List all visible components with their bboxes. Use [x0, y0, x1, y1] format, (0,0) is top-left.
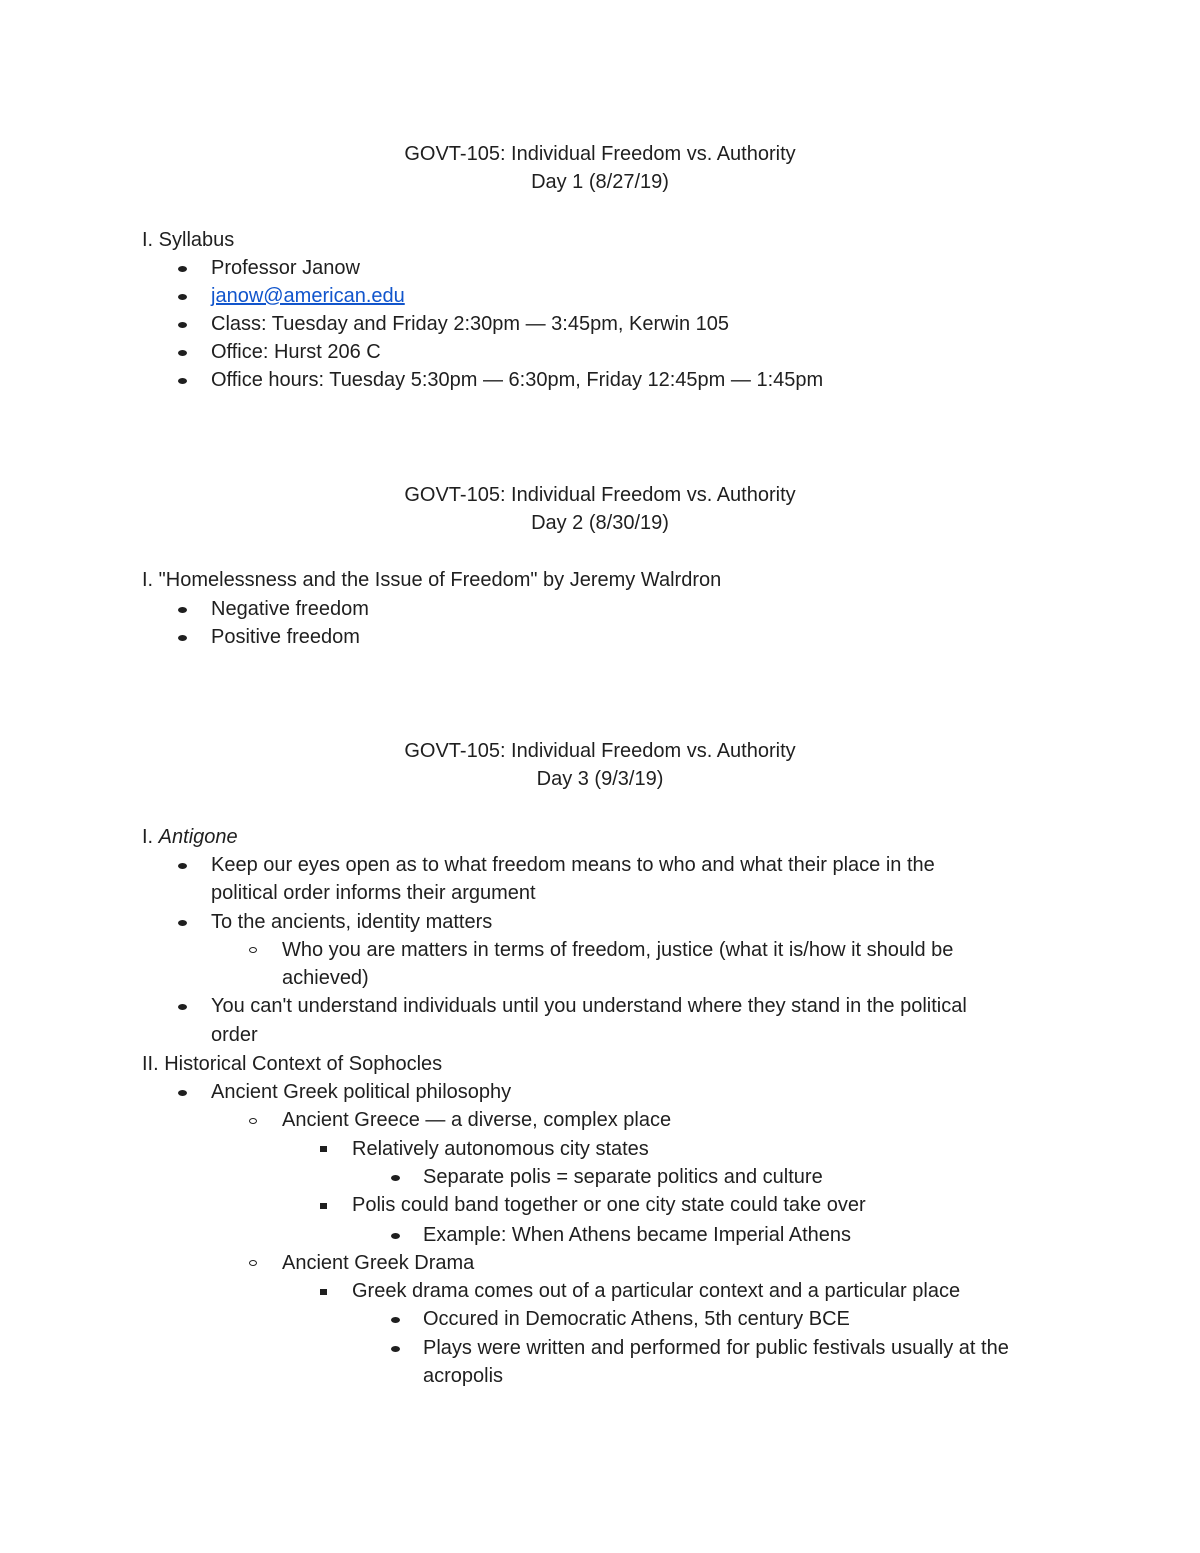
list-item-continuation: political order informs their argument — [211, 882, 536, 904]
sub-list-item: Ancient Greece — a diverse, complex place — [282, 1109, 672, 1131]
bullet-icon — [178, 378, 187, 384]
day2-title: GOVT-105: Individual Freedom vs. Authority — [404, 484, 796, 506]
day3-title: GOVT-105: Individual Freedom vs. Authority — [404, 740, 796, 762]
list-item: Office: Hurst 206 C — [211, 341, 381, 363]
bullet-icon — [178, 920, 187, 926]
sub-list-item-continuation: achieved) — [282, 967, 369, 989]
day1-section-heading: I. Syllabus — [142, 229, 235, 251]
bullet-icon — [391, 1175, 400, 1181]
day3-section-heading — [142, 823, 238, 851]
list-item: Office hours: Tuesday 5:30pm — 6:30pm, Friday 12:45pm — 1:45pm — [211, 369, 824, 391]
email-link-item — [211, 282, 405, 310]
bullet-icon — [178, 266, 187, 272]
square-bullet-icon — [320, 1289, 327, 1295]
list-item: Keep our eyes open as to what freedom means to who and what their place in the — [211, 854, 935, 876]
day2-date: Day 2 (8/30/19) — [531, 512, 669, 534]
sub-sub-list-item: Polis could band together or one city state could take over — [352, 1194, 866, 1216]
sub-sub-list-item: Relatively autonomous city states — [352, 1138, 649, 1160]
list-item: Ancient Greek political philosophy — [211, 1081, 512, 1103]
hollow-bullet-icon — [249, 947, 257, 953]
level4-list-item: Example: When Athens became Imperial Athens — [423, 1224, 852, 1246]
level4-list-item: Occured in Democratic Athens, 5th century BCE — [423, 1308, 850, 1330]
list-item: Negative freedom — [211, 598, 369, 620]
day1-date: Day 1 (8/27/19) — [531, 171, 669, 193]
hollow-bullet-icon — [249, 1260, 257, 1266]
square-bullet-icon — [320, 1146, 327, 1152]
bullet-icon — [178, 1090, 187, 1096]
section-title-italic: Antigone — [158, 826, 238, 848]
sub-sub-list-item: Greek drama comes out of a particular context and a particular place — [352, 1280, 961, 1302]
section-number: I. — [142, 826, 159, 848]
day2-section-heading: I. "Homelessness and the Issue of Freedom" by Jeremy Walrdron — [142, 569, 722, 591]
list-item-continuation: order — [211, 1024, 258, 1046]
bullet-icon — [178, 322, 187, 328]
level4-list-item: Plays were written and performed for public festivals usually at the — [423, 1337, 1009, 1359]
bullet-icon — [178, 863, 187, 869]
list-item: Positive freedom — [211, 626, 360, 648]
bullet-icon — [178, 635, 187, 641]
bullet-icon — [178, 607, 187, 613]
list-item: To the ancients, identity matters — [211, 911, 493, 933]
hollow-bullet-icon — [249, 1118, 257, 1124]
list-item: Class: Tuesday and Friday 2:30pm — 3:45pm, Kerwin 105 — [211, 313, 730, 335]
square-bullet-icon — [320, 1203, 327, 1209]
level4-list-item: Separate polis = separate politics and culture — [423, 1166, 823, 1188]
bullet-icon — [178, 294, 187, 300]
email-link[interactable]: janow@american.edu — [211, 285, 405, 307]
bullet-icon — [391, 1346, 400, 1352]
sub-list-item: Ancient Greek Drama — [282, 1252, 475, 1274]
sub-list-item: Who you are matters in terms of freedom, justice (what it is/how it should be — [282, 939, 954, 961]
day1-title: GOVT-105: Individual Freedom vs. Authority — [404, 143, 796, 165]
bullet-icon — [178, 350, 187, 356]
day3-section2-heading: II. Historical Context of Sophocles — [142, 1053, 443, 1075]
list-item: Professor Janow — [211, 257, 360, 279]
day3-date: Day 3 (9/3/19) — [536, 768, 664, 790]
bullet-icon — [391, 1317, 400, 1323]
bullet-icon — [391, 1233, 400, 1239]
bullet-icon — [178, 1004, 187, 1010]
list-item: You can't understand individuals until you understand where they stand in the political — [211, 995, 967, 1017]
level4-list-item-continuation: acropolis — [423, 1365, 504, 1387]
